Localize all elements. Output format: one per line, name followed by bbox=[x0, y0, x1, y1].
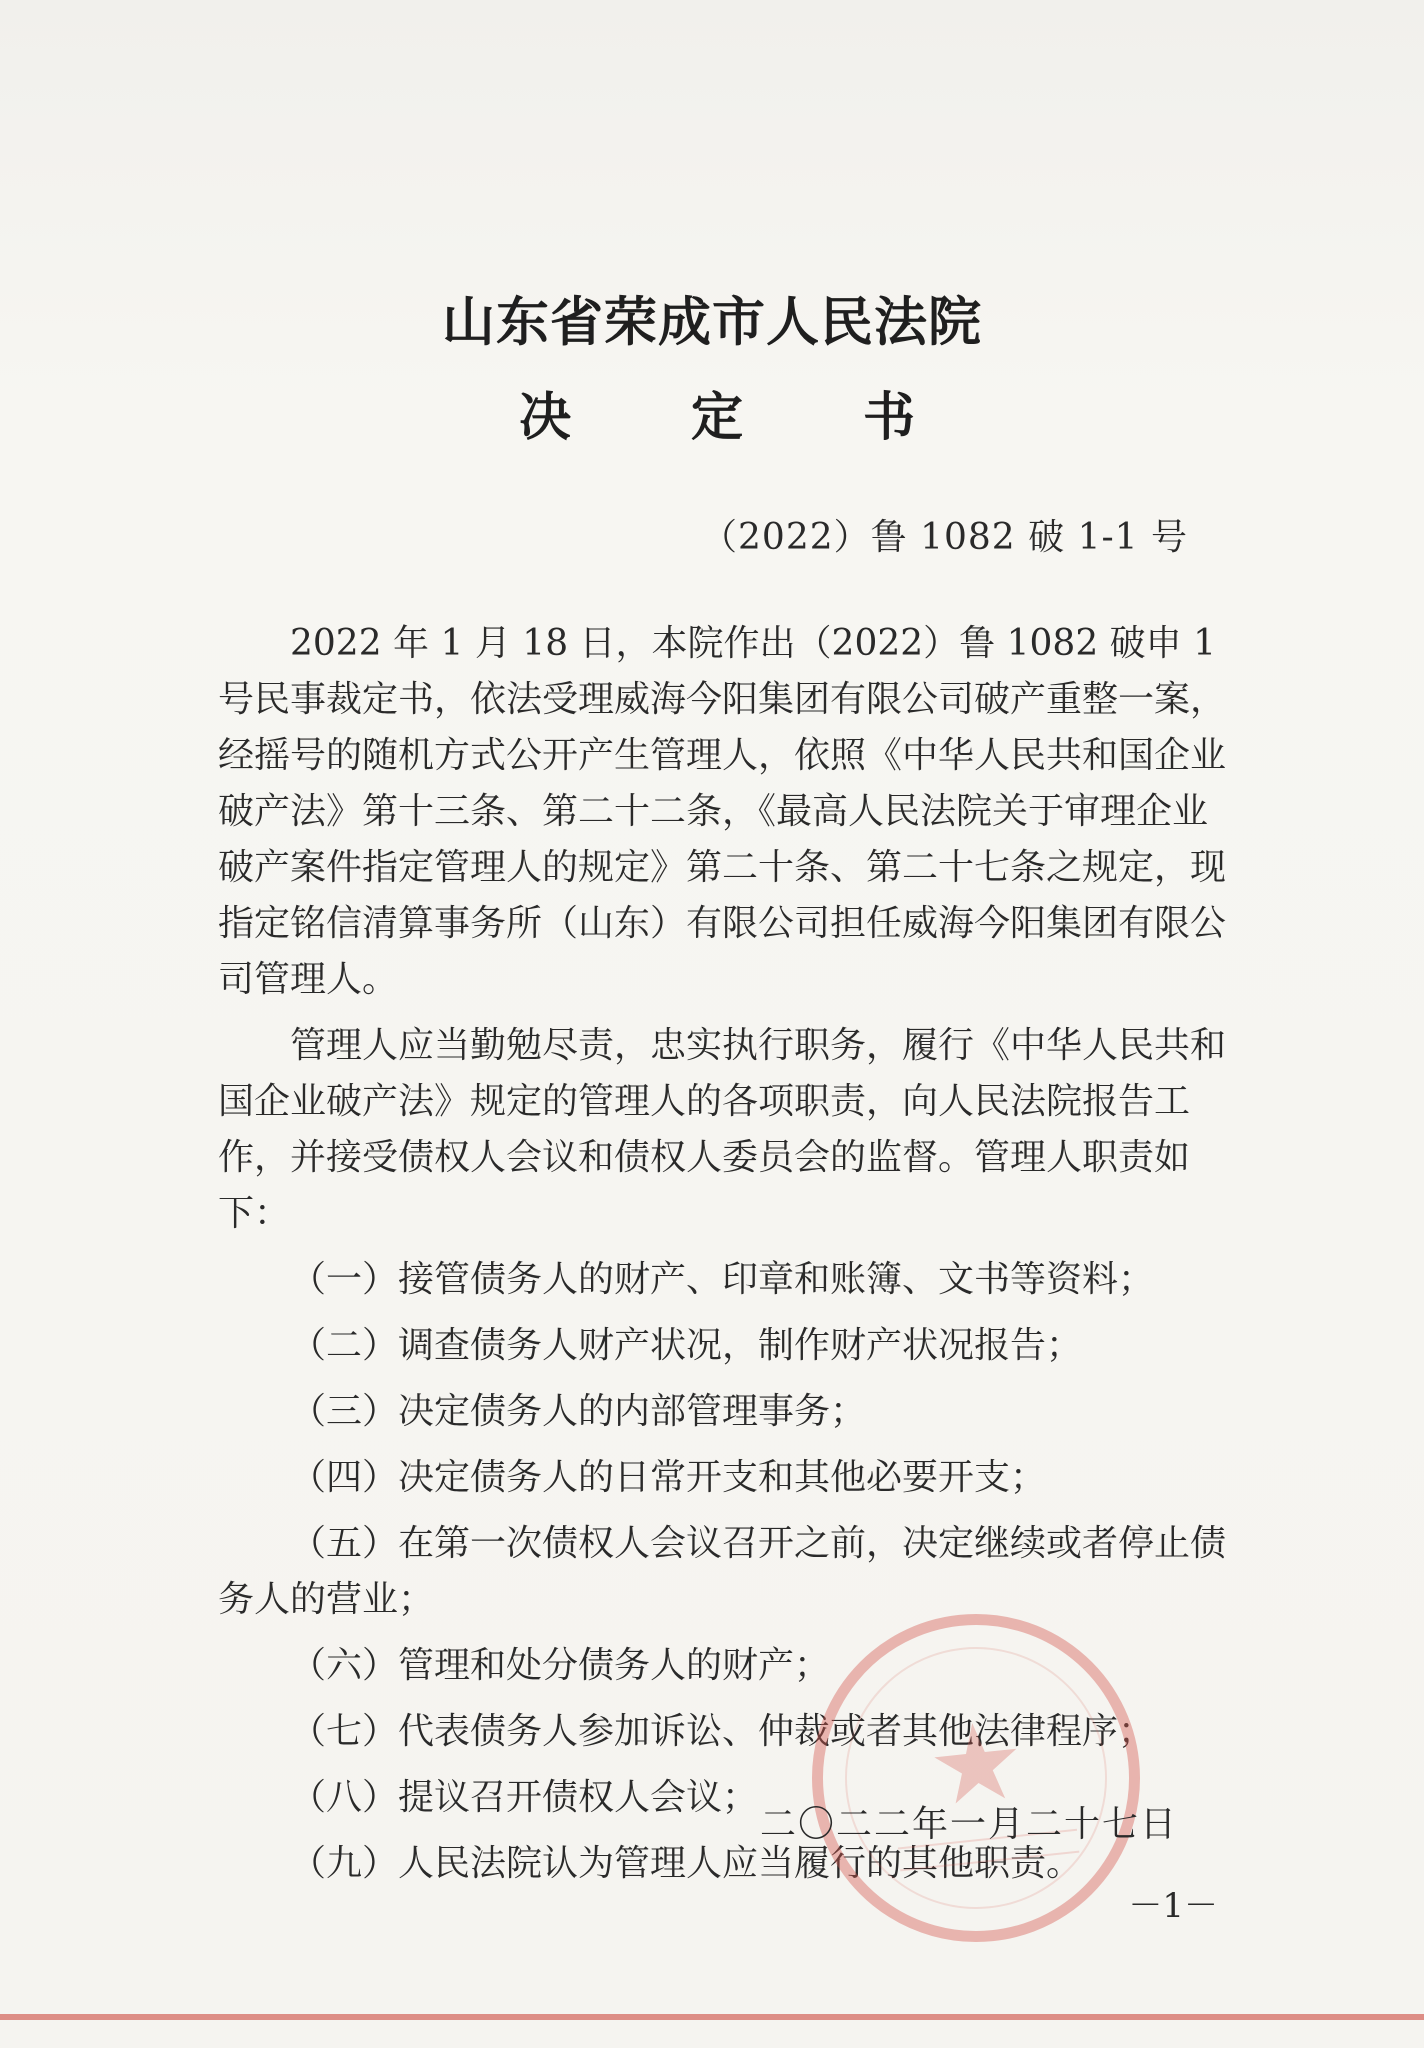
duty-item-1: （一）接管债务人的财产、印章和账簿、文书等资料； bbox=[290, 1259, 1155, 1300]
duty-item-4: （四）决定债务人的日常开支和其他必要开支； bbox=[290, 1457, 1047, 1498]
duty-item-3: （三）决定债务人的内部管理事务； bbox=[290, 1391, 867, 1432]
body-paragraph-1: 2022 年 1 月 18 日，本院作出（2022）鲁 1082 破申 1 号民事裁定书，依法受理威海今阳集团有限公司破产重整一案，经摇号的随机方式公开产生管理人，依照《中华人民共和国企业破产法》第十三条、第二十二条，《最高人民法院关于审理企业破产案件指定管理人的规定》第二十条、第二十七条之规定，现指定铭信清算事务所（山东）有限公司担任威海今阳集团有限公司管理人。 bbox=[218, 623, 1227, 1000]
duty-item-6: （六）管理和处分债务人的财产； bbox=[290, 1645, 831, 1686]
bottom-red-line bbox=[0, 2014, 1424, 2020]
document-title: 决 定 书 bbox=[518, 387, 949, 448]
court-title: 山东省荣成市人民法院 bbox=[442, 291, 982, 353]
duty-item-2: （二）调查债务人财产状况，制作财产状况报告； bbox=[290, 1325, 1083, 1366]
body-paragraph-2: 管理人应当勤勉尽责，忠实执行职务，履行《中华人民共和国企业破产法》规定的管理人的各项职责，向人民法院报告工作，并接受债权人会议和债权人委员会的监督。管理人职责如下： bbox=[218, 1025, 1227, 1234]
duty-item-5: （五）在第一次债权人会议召开之前，决定继续或者停止债务人的营业； bbox=[218, 1523, 1227, 1620]
duty-item-7: （七）代表债务人参加诉讼、仲裁或者其他法律程序； bbox=[290, 1711, 1155, 1752]
document-date: 二〇二二年一月二十七日 bbox=[759, 1804, 1178, 1845]
duty-item-8: （八）提议召开债权人会议； bbox=[290, 1777, 759, 1818]
page-number: －1－ bbox=[1128, 1886, 1218, 1926]
case-number: （2022）鲁 1082 破 1-1 号 bbox=[701, 517, 1188, 558]
duty-item-9: （九）人民法院认为管理人应当履行的其他职责。 bbox=[290, 1843, 1083, 1884]
